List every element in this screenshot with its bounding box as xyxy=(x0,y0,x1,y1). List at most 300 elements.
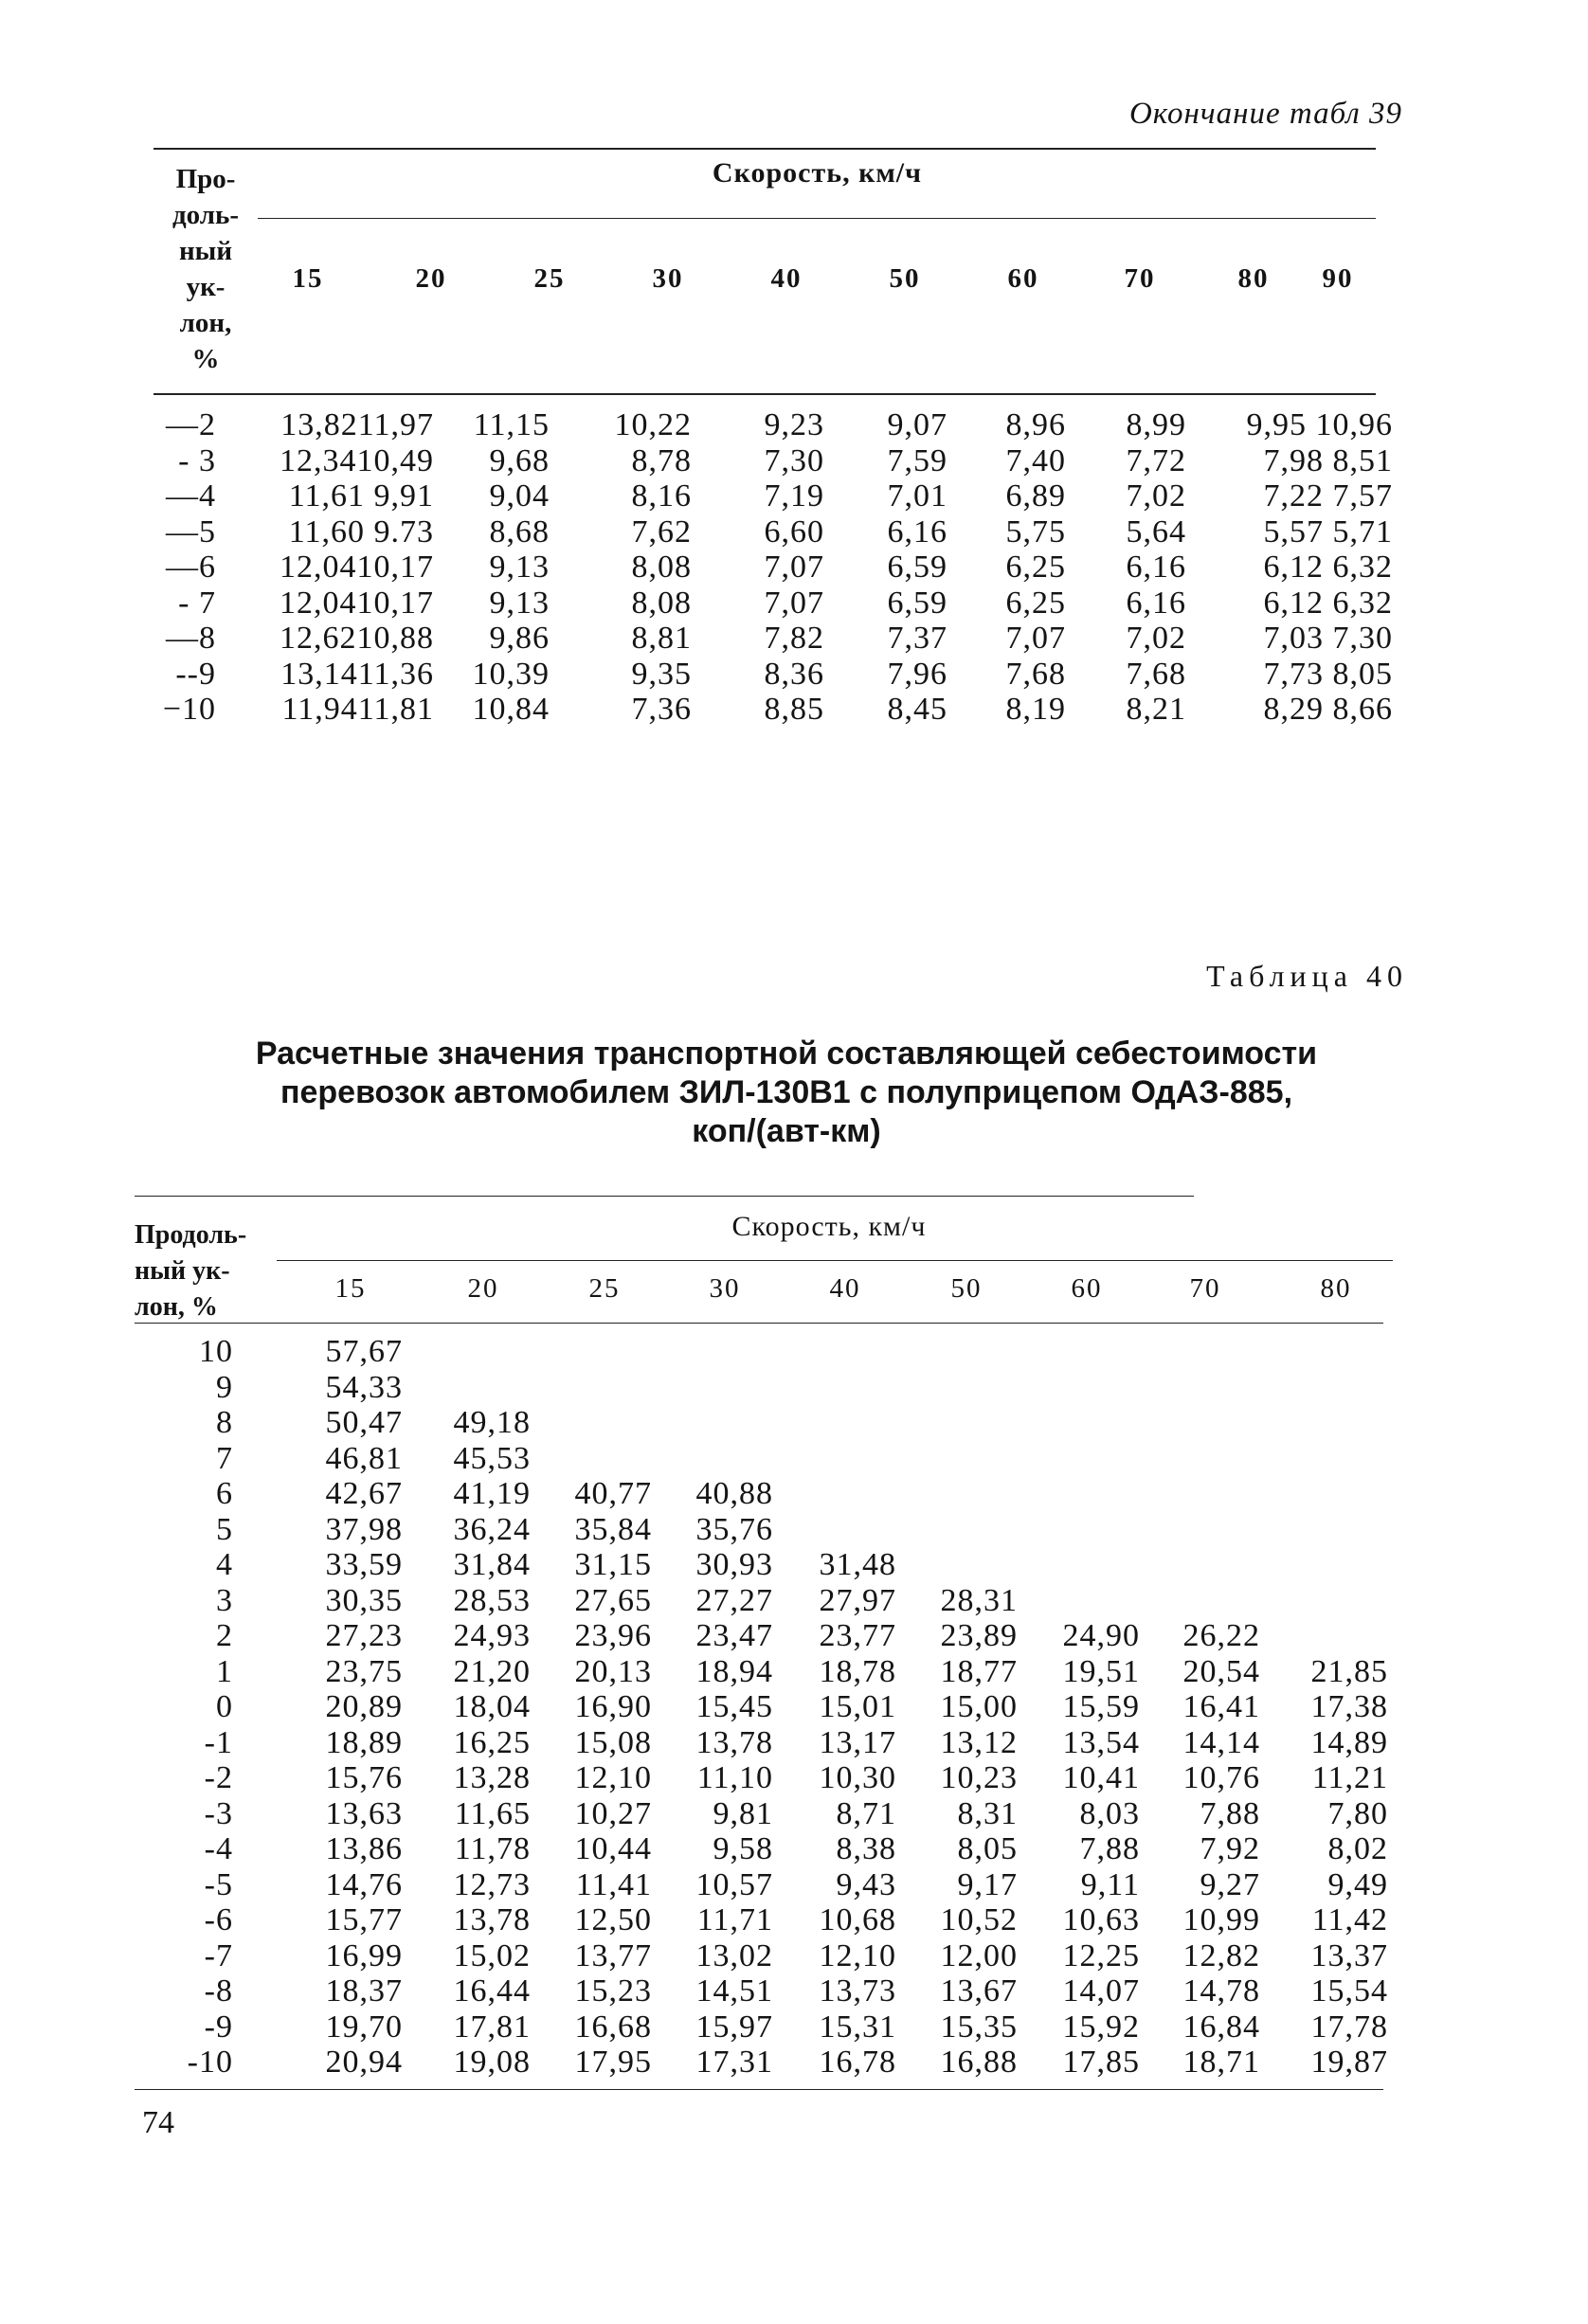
continuation-label: Окончание табл 39 xyxy=(1128,97,1402,131)
table-cell: 41,19 xyxy=(453,1476,531,1511)
table-cell: 17,31 xyxy=(695,2045,773,2080)
table-cell: 8,21 xyxy=(1126,692,1186,727)
table-cell: 23,89 xyxy=(940,1618,1018,1653)
table-cell: 5,64 xyxy=(1126,513,1186,549)
table-cell: 7,02 xyxy=(1126,621,1186,656)
table-cell: 19,70 xyxy=(325,2009,403,2045)
table-cell: 8,16 xyxy=(631,478,692,513)
table-cell xyxy=(777,1441,896,1477)
table39-body-rule xyxy=(153,393,1376,395)
table-cell: 10,23 xyxy=(940,1760,1018,1795)
table-cell: 13,78 xyxy=(453,1902,531,1937)
table-cell: 6,89 xyxy=(1005,478,1066,513)
table-cell: 45,53 xyxy=(453,1440,531,1476)
table-cell: 19,08 xyxy=(453,2045,531,2080)
table-cell xyxy=(1270,1370,1388,1406)
table-cell: 8,08 xyxy=(631,585,692,621)
table-cell xyxy=(1270,1405,1388,1441)
table-cell: 6,25 xyxy=(1005,585,1066,621)
table40-speed-15: 15 xyxy=(334,1273,367,1304)
table-cell xyxy=(1270,1441,1388,1477)
table-cell: 5,57 5,71 xyxy=(1263,513,1393,549)
table-cell xyxy=(531,1334,652,1370)
table-cell: 10,52 xyxy=(940,1902,1018,1937)
table-cell: 15,92 xyxy=(1062,2009,1140,2045)
table-cell: 13,67 xyxy=(940,1973,1018,2009)
table-cell xyxy=(900,1334,1018,1370)
table-cell: 8 xyxy=(216,1405,233,1440)
table39-col-60 xyxy=(971,407,1066,728)
table-cell xyxy=(531,1405,652,1441)
table-cell: 31,84 xyxy=(453,1547,531,1582)
table-cell: 15,00 xyxy=(940,1689,1018,1724)
table-cell: 11,10 xyxy=(696,1760,773,1795)
table-cell: 26,22 xyxy=(1182,1618,1260,1653)
table-cell: -8 xyxy=(204,1973,233,2009)
table-cell xyxy=(900,1405,1018,1441)
table39-speed-20: 20 xyxy=(415,263,447,294)
table-cell: 18,04 xyxy=(453,1689,531,1724)
table40-col-30 xyxy=(654,1334,773,2081)
table-cell: 7,88 xyxy=(1200,1795,1260,1831)
table-cell: —5 xyxy=(166,513,216,549)
table39-col-50 xyxy=(853,407,947,728)
table40-speed-50: 50 xyxy=(950,1273,983,1304)
table-cell xyxy=(1023,1370,1140,1406)
table-cell: 10,99 xyxy=(1182,1902,1260,1937)
table39-speed-header: Скорость, км/ч xyxy=(712,157,923,189)
table39-speed-90: 90 xyxy=(1322,263,1354,294)
table-cell: 20,13 xyxy=(574,1653,652,1689)
table-cell: 13,1411,36 xyxy=(280,656,434,692)
table-cell: 14,78 xyxy=(1182,1973,1260,2009)
table-cell: 8,68 xyxy=(489,513,550,549)
table-cell: 8,45 xyxy=(887,692,947,727)
table-cell: 42,67 xyxy=(325,1476,403,1511)
table-cell: 16,90 xyxy=(574,1689,652,1724)
table-cell: 10,44 xyxy=(574,1831,652,1866)
table-cell: 9,35 xyxy=(631,656,692,692)
table40-slope-column xyxy=(142,1334,233,2081)
table-cell xyxy=(1023,1512,1140,1548)
table-cell: 8,96 xyxy=(1005,407,1066,442)
table40-col-25 xyxy=(531,1334,652,2081)
table40-col-80 xyxy=(1270,1334,1388,2081)
table-cell: 6,16 xyxy=(1126,549,1186,585)
table40-col-20 xyxy=(407,1334,531,2081)
table-cell: 13,77 xyxy=(574,1937,652,1973)
table-cell: 17,81 xyxy=(453,2009,531,2045)
table40-speed-30: 30 xyxy=(709,1273,741,1304)
table-cell: 5,75 xyxy=(1005,513,1066,549)
table-cell xyxy=(1146,1476,1260,1512)
table-cell xyxy=(1146,1583,1260,1619)
table-cell: 6,59 xyxy=(887,585,947,621)
table-cell: 10,76 xyxy=(1182,1760,1260,1795)
table-cell: 30,93 xyxy=(695,1547,773,1582)
table-cell: 50,47 xyxy=(325,1405,403,1440)
table39-speed-50: 50 xyxy=(889,263,921,294)
table39-speed-25: 25 xyxy=(533,263,566,294)
table-cell: 15,35 xyxy=(940,2009,1018,2045)
table-cell: 12,0410,17 xyxy=(280,549,434,585)
table-cell: 13,73 xyxy=(819,1973,896,2009)
table39-col-15-20 xyxy=(227,407,434,728)
table-cell: 8,78 xyxy=(631,442,692,478)
table-cell: 7,62 xyxy=(631,513,692,549)
table-cell: 7,19 xyxy=(764,478,824,513)
table-cell: 13,86 xyxy=(325,1831,403,1866)
table-cell: 9,27 xyxy=(1200,1866,1260,1902)
table-cell: 11,9411,81 xyxy=(281,692,434,727)
table40-speed-40: 40 xyxy=(829,1273,861,1304)
table-cell: 7,88 xyxy=(1079,1831,1140,1866)
table-cell: —8 xyxy=(166,621,216,656)
table-cell: 3 xyxy=(216,1582,233,1618)
table-cell: 7,68 xyxy=(1126,656,1186,692)
table-cell xyxy=(777,1476,896,1512)
table-cell: 9 xyxy=(216,1369,233,1405)
table-cell xyxy=(407,1334,531,1370)
table-cell: 9,11 xyxy=(1080,1866,1140,1902)
table-cell: 18,89 xyxy=(325,1724,403,1760)
table-cell: 13,28 xyxy=(453,1760,531,1795)
table-cell: 7,80 xyxy=(1327,1795,1388,1831)
table-cell: 13,54 xyxy=(1062,1724,1140,1760)
table-cell: 28,31 xyxy=(940,1582,1018,1618)
table-cell: 6,12 6,32 xyxy=(1263,549,1393,585)
table-cell: 7,73 8,05 xyxy=(1263,656,1393,692)
table39-slope-column xyxy=(142,407,216,728)
table-cell: 12,10 xyxy=(574,1760,652,1795)
table-cell: 15,31 xyxy=(819,2009,896,2045)
table-cell: 8,71 xyxy=(836,1795,896,1831)
table-cell: 21,85 xyxy=(1310,1653,1388,1689)
table-cell: 9,04 xyxy=(489,478,550,513)
table-cell xyxy=(654,1334,773,1370)
table-cell: 9,17 xyxy=(957,1866,1018,1902)
table-cell xyxy=(654,1405,773,1441)
table-cell xyxy=(1270,1547,1388,1583)
table-cell: 12,3410,49 xyxy=(280,442,434,478)
table-cell: 11,60 9.73 xyxy=(288,513,434,549)
table-cell: 8,29 8,66 xyxy=(1263,692,1393,727)
table-cell: 12,6210,88 xyxy=(280,621,434,656)
table-cell: -4 xyxy=(204,1831,233,1866)
table40-body-rule xyxy=(135,1323,1383,1324)
table39-speed-40: 40 xyxy=(770,263,803,294)
table-cell: 6 xyxy=(216,1476,233,1511)
table-cell: 12,73 xyxy=(453,1866,531,1902)
table-cell: 11,78 xyxy=(454,1831,531,1866)
table-cell xyxy=(1270,1512,1388,1548)
table40-speed-70: 70 xyxy=(1189,1273,1221,1304)
table-cell: 18,78 xyxy=(819,1653,896,1689)
table-cell: 6,16 xyxy=(1126,585,1186,621)
table-cell: 10,68 xyxy=(819,1902,896,1937)
table-cell: 13,17 xyxy=(819,1724,896,1760)
table-cell xyxy=(1146,1547,1260,1583)
table-cell: 35,84 xyxy=(574,1511,652,1547)
table-cell: 24,93 xyxy=(453,1618,531,1653)
table-cell: 20,54 xyxy=(1182,1653,1260,1689)
table-cell: 10,63 xyxy=(1062,1902,1140,1937)
table-cell: 15,59 xyxy=(1062,1689,1140,1724)
table-cell xyxy=(407,1370,531,1406)
table-cell xyxy=(1270,1583,1388,1619)
table-cell: 7,30 xyxy=(764,442,824,478)
table-cell: 1 xyxy=(216,1653,233,1689)
table-cell: 37,98 xyxy=(325,1511,403,1547)
table-cell: 8,81 xyxy=(631,621,692,656)
table-cell: 20,94 xyxy=(325,2045,403,2080)
table-cell: 7,01 xyxy=(887,478,947,513)
table-cell: 16,44 xyxy=(453,1973,531,2009)
table-cell: 27,65 xyxy=(574,1582,652,1618)
table-cell: 46,81 xyxy=(325,1440,403,1476)
table-cell: 9,13 xyxy=(489,585,550,621)
table-cell xyxy=(1023,1334,1140,1370)
table-cell: 20,89 xyxy=(325,1689,403,1724)
table-cell: 16,25 xyxy=(453,1724,531,1760)
table-cell: 7 xyxy=(216,1440,233,1476)
table-cell: 7,98 8,51 xyxy=(1263,442,1393,478)
table-cell: 16,84 xyxy=(1182,2009,1260,2045)
table-cell: 14,14 xyxy=(1182,1724,1260,1760)
table-cell: —6 xyxy=(166,549,216,585)
table39-speed-30: 30 xyxy=(652,263,684,294)
table-cell: 40,88 xyxy=(695,1476,773,1511)
table-cell: 15,45 xyxy=(695,1689,773,1724)
table-cell: 18,94 xyxy=(695,1653,773,1689)
table39-col-25 xyxy=(445,407,550,728)
table-cell: 40,77 xyxy=(574,1476,652,1511)
table-cell: 33,59 xyxy=(325,1547,403,1582)
table-cell: 14,76 xyxy=(325,1866,403,1902)
table-cell: 28,53 xyxy=(453,1582,531,1618)
table39-speed-60: 60 xyxy=(1007,263,1039,294)
table-cell: -9 xyxy=(204,2009,233,2045)
table-cell: 23,47 xyxy=(695,1618,773,1653)
table-cell: 8,38 xyxy=(836,1831,896,1866)
table-cell: 16,41 xyxy=(1182,1689,1260,1724)
table-cell: 7,22 7,57 xyxy=(1263,478,1393,513)
table40-header-rule xyxy=(277,1260,1393,1261)
table-cell: 0 xyxy=(216,1689,233,1724)
table-cell: 9,86 xyxy=(489,621,550,656)
table-cell: 10,57 xyxy=(695,1866,773,1902)
table-cell: 9,58 xyxy=(713,1831,773,1866)
table-cell: 23,77 xyxy=(819,1618,896,1653)
table-cell: 17,95 xyxy=(574,2045,652,2080)
table-cell: 11,71 xyxy=(696,1902,773,1937)
table-cell: 16,78 xyxy=(819,2045,896,2080)
table40-col-50 xyxy=(900,1334,1018,2081)
table-cell: 10,41 xyxy=(1062,1760,1140,1795)
table-cell: 11,15 xyxy=(473,407,550,442)
table-cell: 9,49 xyxy=(1327,1866,1388,1902)
table-cell: 13,12 xyxy=(940,1724,1018,1760)
table-cell: 18,71 xyxy=(1182,2045,1260,2080)
table-cell: 9,13 xyxy=(489,549,550,585)
table-cell xyxy=(654,1370,773,1406)
table-cell xyxy=(777,1370,896,1406)
table-cell: 57,67 xyxy=(325,1334,403,1369)
table-cell: 14,51 xyxy=(695,1973,773,2009)
table-cell: 15,97 xyxy=(695,2009,773,2045)
table-cell: 17,78 xyxy=(1310,2009,1388,2045)
table-cell: 7,59 xyxy=(887,442,947,478)
table-cell: 7,68 xyxy=(1005,656,1066,692)
table-cell: 13,02 xyxy=(695,1937,773,1973)
table-cell xyxy=(1146,1512,1260,1548)
table-cell: 13,37 xyxy=(1310,1937,1388,1973)
page-number: 74 xyxy=(142,2105,174,2140)
table-cell: - 7 xyxy=(178,585,216,621)
table-cell xyxy=(1270,1334,1388,1370)
table-cell: 7,72 xyxy=(1126,442,1186,478)
table-cell: 31,48 xyxy=(819,1547,896,1582)
table-cell xyxy=(531,1441,652,1477)
table-cell: 23,96 xyxy=(574,1618,652,1653)
table-cell: —2 xyxy=(166,407,216,442)
table40-top-rule xyxy=(135,1196,1194,1197)
table-cell: 9,07 xyxy=(887,407,947,442)
table-cell: 12,0410,17 xyxy=(280,585,434,621)
table-cell xyxy=(1270,1476,1388,1512)
table-cell: 16,99 xyxy=(325,1937,403,1973)
table40-bottom-rule xyxy=(135,2089,1383,2090)
table-cell: -2 xyxy=(204,1760,233,1795)
table40-speed-25: 25 xyxy=(588,1273,621,1304)
table-cell: -5 xyxy=(204,1866,233,1902)
table-cell: 27,27 xyxy=(695,1582,773,1618)
table-cell: 7,03 7,30 xyxy=(1263,621,1393,656)
table39-speed-15: 15 xyxy=(292,263,324,294)
table-cell xyxy=(777,1405,896,1441)
table-cell: 6,25 xyxy=(1005,549,1066,585)
table-cell xyxy=(777,1334,896,1370)
table39-col-40 xyxy=(730,407,824,728)
table-cell xyxy=(900,1547,1018,1583)
table-cell: 11,42 xyxy=(1311,1902,1388,1937)
table-cell: 7,92 xyxy=(1200,1831,1260,1866)
table-cell: 7,07 xyxy=(1005,621,1066,656)
table-cell xyxy=(654,1441,773,1477)
table-cell: 8,36 xyxy=(764,656,824,692)
table-cell: 7,36 xyxy=(631,692,692,727)
table-cell: 10,22 xyxy=(614,407,692,442)
table-cell xyxy=(1146,1334,1260,1370)
table39-col-80-90 xyxy=(1203,407,1393,728)
table-cell: 9,95 10,96 xyxy=(1246,407,1393,442)
table39-col-30 xyxy=(587,407,692,728)
table-cell: 7,07 xyxy=(764,585,824,621)
table-cell xyxy=(1146,1405,1260,1441)
table-cell: 54,33 xyxy=(325,1369,403,1405)
table-cell xyxy=(900,1512,1018,1548)
table-cell: 15,77 xyxy=(325,1902,403,1937)
table-cell: 8,05 xyxy=(957,1831,1018,1866)
table-cell: 6,12 6,32 xyxy=(1263,585,1393,621)
table-cell xyxy=(1023,1583,1140,1619)
table-cell: 10 xyxy=(199,1334,233,1369)
table-cell xyxy=(1146,1370,1260,1406)
table40-speed-60: 60 xyxy=(1071,1273,1103,1304)
table-cell xyxy=(1270,1618,1388,1654)
table-cell: 19,51 xyxy=(1062,1653,1140,1689)
table-cell: 9,23 xyxy=(764,407,824,442)
table-cell: 15,23 xyxy=(574,1973,652,2009)
table-cell: 16,88 xyxy=(940,2045,1018,2080)
table39-top-rule xyxy=(153,148,1376,150)
table-cell: 7,02 xyxy=(1126,478,1186,513)
table39-header-rule xyxy=(258,218,1376,219)
table40-speed-header: Скорость, км/ч xyxy=(731,1211,927,1242)
table-cell: -7 xyxy=(204,1937,233,1973)
table-cell: 18,77 xyxy=(940,1653,1018,1689)
table-cell: 15,76 xyxy=(325,1760,403,1795)
table-cell xyxy=(1023,1476,1140,1512)
table-cell: 6,16 xyxy=(887,513,947,549)
table-cell: 13,78 xyxy=(695,1724,773,1760)
table40-title: Расчетные значения транспортной составляющей себестоимости перевозок автомобилем ЗИЛ-130В1 с полуприцепом ОдАЗ-885, коп/(авт-км) xyxy=(255,1036,1318,1149)
table-cell xyxy=(900,1370,1018,1406)
table-cell: —4 xyxy=(166,478,216,513)
table-cell: 15,02 xyxy=(453,1937,531,1973)
table-cell: 14,07 xyxy=(1062,1973,1140,2009)
table39-col-70 xyxy=(1092,407,1186,728)
table-cell: 49,18 xyxy=(453,1405,531,1440)
table-cell: 30,35 xyxy=(325,1582,403,1618)
table-cell: -1 xyxy=(204,1724,233,1760)
table-cell: 19,87 xyxy=(1310,2045,1388,2080)
table-cell: 15,01 xyxy=(819,1689,896,1724)
table-cell: 23,75 xyxy=(325,1653,403,1689)
table-cell: 13,8211,97 xyxy=(280,407,434,442)
table-cell: --9 xyxy=(175,656,216,692)
table-cell: 12,50 xyxy=(574,1902,652,1937)
table39-speed-70: 70 xyxy=(1124,263,1156,294)
table-cell: 11,65 xyxy=(454,1795,531,1831)
table-cell: 5 xyxy=(216,1511,233,1547)
table-cell: 17,85 xyxy=(1062,2045,1140,2080)
table-cell: 8,02 xyxy=(1327,1831,1388,1866)
table-cell: 17,38 xyxy=(1310,1689,1388,1724)
table-cell: 9,43 xyxy=(836,1866,896,1902)
table40-col-60 xyxy=(1023,1334,1140,2081)
table-cell: 7,07 xyxy=(764,549,824,585)
table-cell: 12,10 xyxy=(819,1937,896,1973)
table-cell: 12,82 xyxy=(1182,1937,1260,1973)
table-cell: 8,03 xyxy=(1079,1795,1140,1831)
table-cell xyxy=(900,1476,1018,1512)
table40-speed-20: 20 xyxy=(467,1273,499,1304)
table-cell: 10,27 xyxy=(574,1795,652,1831)
table-cell: 4 xyxy=(216,1547,233,1582)
table-cell: 7,37 xyxy=(887,621,947,656)
table40-col-70 xyxy=(1146,1334,1260,2081)
table-cell xyxy=(900,1441,1018,1477)
table-cell: 18,37 xyxy=(325,1973,403,2009)
table-cell: 7,82 xyxy=(764,621,824,656)
table-cell: 10,30 xyxy=(819,1760,896,1795)
table-cell: 27,97 xyxy=(819,1582,896,1618)
table39-stub-header: Про- доль- ный ук- лон, % xyxy=(171,164,240,374)
table-cell: 8,85 xyxy=(764,692,824,727)
table-cell: -6 xyxy=(204,1902,233,1937)
table-cell: -3 xyxy=(204,1795,233,1831)
